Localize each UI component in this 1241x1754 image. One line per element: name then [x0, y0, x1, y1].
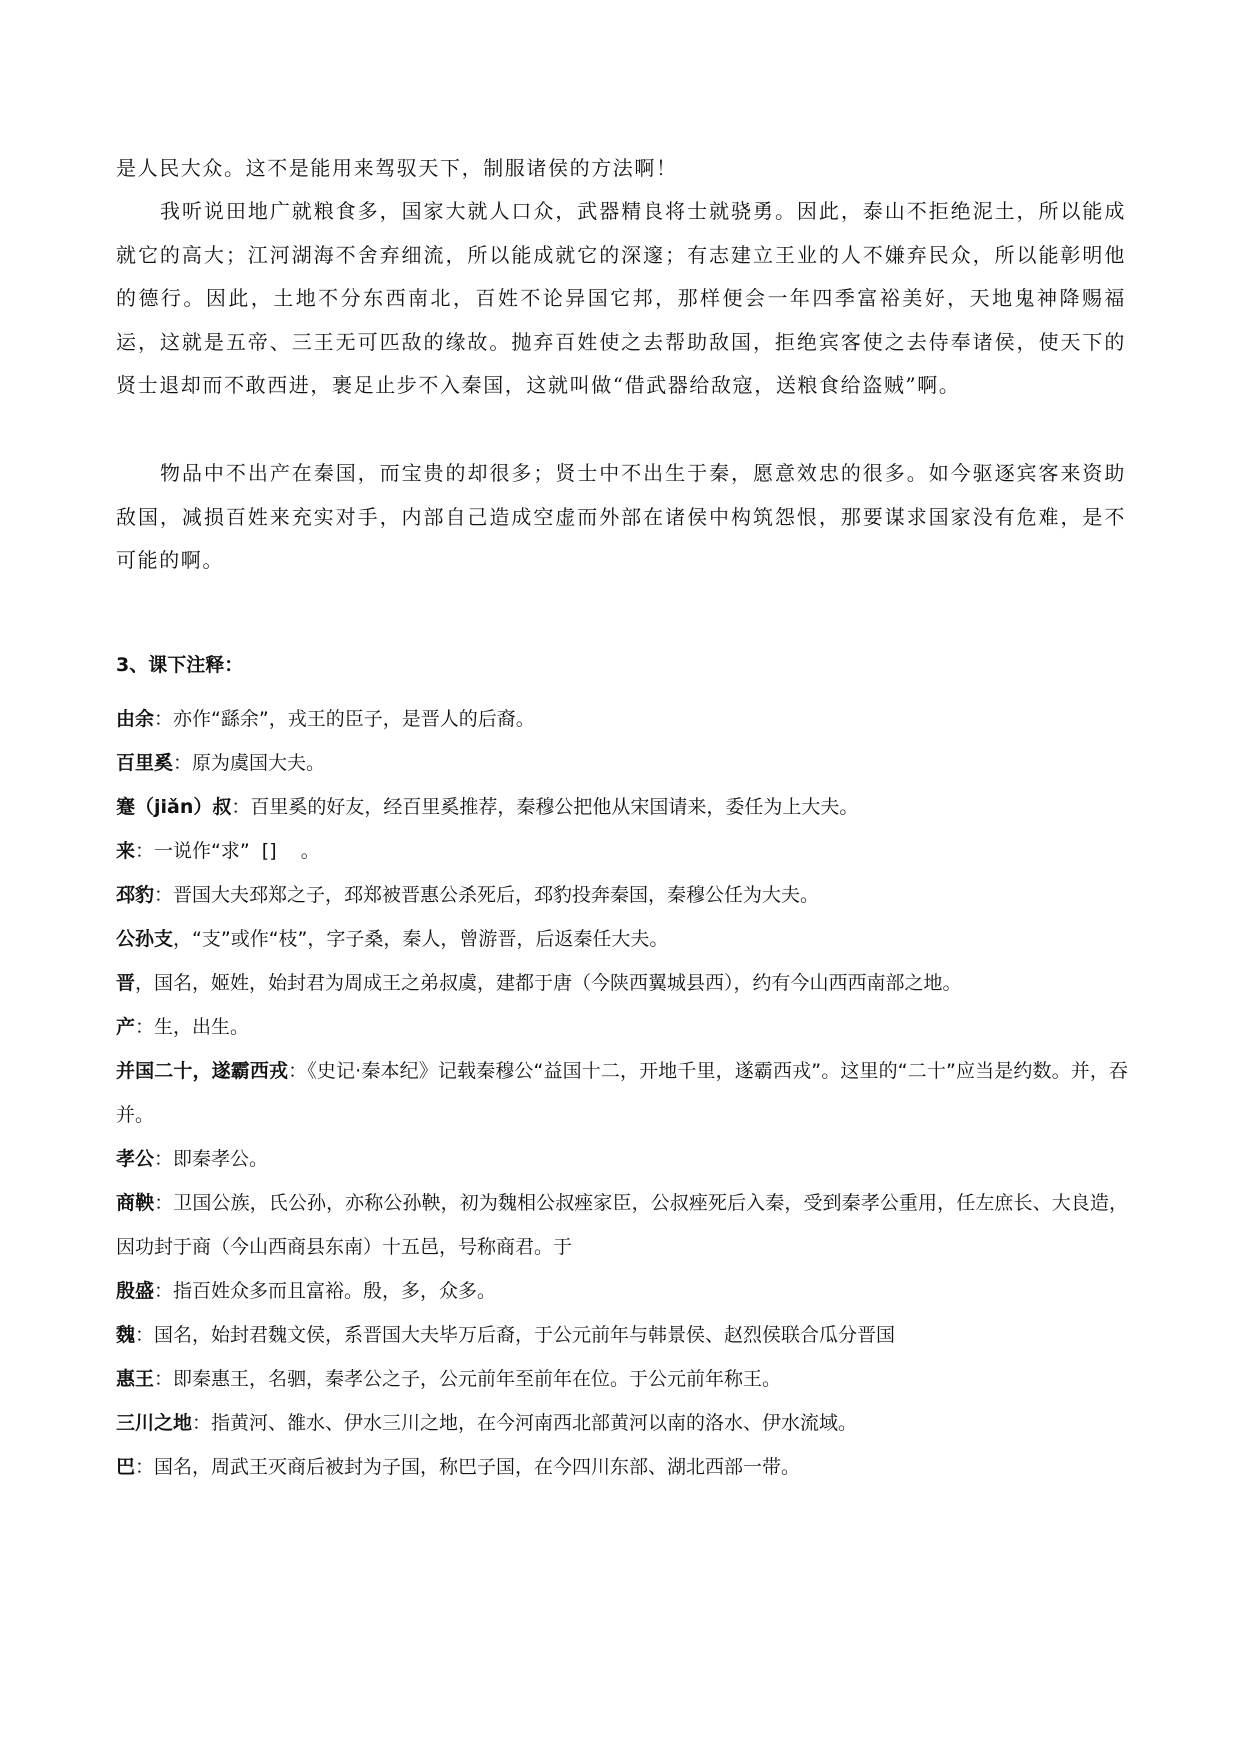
note-term: 巴: [116, 1456, 136, 1478]
note-item: [116, 697, 1128, 741]
note-item: [116, 1357, 1128, 1401]
note-item: [116, 1401, 1128, 1445]
note-item: [116, 785, 1128, 829]
note-term: 蹇（jiǎn）叔: [116, 796, 232, 818]
note-term: 惠王: [116, 1368, 155, 1390]
note-text: ：亦作“繇余”，戎王的臣子，是晋人的后裔。: [154, 708, 535, 730]
note-text: ：原为虞国大夫。: [173, 752, 326, 774]
translation-paragraph-1: 是人民大众。这不是能用来驾驭天下，制服诸侯的方法啊！: [116, 156, 678, 180]
note-item: [116, 961, 1128, 1005]
note-term: 商鞅: [116, 1192, 155, 1214]
note-item: [116, 917, 1128, 961]
note-term: 邳豹: [116, 884, 155, 906]
note-item: [116, 1445, 1128, 1489]
note-item: [116, 1005, 1128, 1049]
note-term: 三川之地: [116, 1412, 193, 1434]
note-item: [116, 741, 1128, 785]
note-term: 晋: [116, 972, 136, 994]
note-text: ：《史记·秦本纪》记载秦穆公“益国十二，开地千里，遂霸西戎”。这里的“二十”应当是约数。并，吞并。: [116, 1060, 1128, 1126]
note-text: ：百里奚的好友，经百里奚推荐，秦穆公把他从宋国请来，委任为上大夫。: [231, 796, 859, 818]
note-text: ：指百姓众多而且富裕。殷，多，众多。: [154, 1280, 497, 1302]
note-term: 魏: [116, 1324, 136, 1346]
note-item: [116, 829, 1128, 873]
note-item: [116, 1049, 1128, 1137]
translation-paragraph-2: 我听说田地广就粮食多，国家大就人口众，武器精良将士就骁勇。因此，泰山不拒绝泥土，所以能成就它的高大；江河湖海不舍弃细流，所以能成就它的深邃；有志建立王业的人不嫌弃民众，所以能彰明他的德行。因此，土地不分东西南北，百姓不论异国它邦，那样便会一年四季富裕美好，天地鬼神降赐福运，这就是五帝、三王无可匹敌的缘故。抛弃百姓使之去帮助敌国，拒绝宾客使之去侍奉诸侯，使天下的贤士退却而不敢西进，裹足止步不入秦国，这就叫做“借武器给敌寇，送粮食给盗贼”啊。: [116, 199, 1126, 397]
note-text: ：即秦惠王，名驷，秦孝公之子，公元前年至前年在位。于公元前年称王。: [154, 1368, 782, 1390]
note-text: ：国名，周武王灭商后被封为子国，称巴子国，在今四川东部、湖北西部一带。: [135, 1456, 801, 1478]
notes-heading: 3、课下注释：: [116, 654, 244, 676]
note-text: ：卫国公族，氏公孙，亦称公孙鞅，初为魏相公叔痤家臣，公叔痤死后入秦，受到秦孝公重用，任左庶长、大良造，因功封于商（今山西商县东南）十五邑，号称商君。于: [116, 1192, 1128, 1258]
note-term: 孝公: [116, 1148, 155, 1170]
note-term: 由余: [116, 708, 155, 730]
translation-paragraph-3: 物品中不出产在秦国，而宝贵的却很多；贤士中不出生于秦，愿意效忠的很多。如今驱逐宾客来资助敌国，减损百姓来充实对手，内部自己造成空虚而外部在诸侯中构筑怨恨，那要谋求国家没有危难，是不可能的啊。: [116, 461, 1126, 572]
note-term: 并国二十，遂霸西戎: [116, 1060, 289, 1082]
note-text: ，“支”或作“枝”，字子桑，秦人，曾游晋，后返秦任大夫。: [173, 928, 669, 950]
note-text: ：一说作“求” [] 。: [135, 840, 320, 862]
notes-list: [116, 697, 1128, 1489]
note-text: ：生，出生。: [135, 1016, 250, 1038]
note-text: ：指黄河、雒水、伊水三川之地，在今河南西北部黄河以南的洛水、伊水流域。: [192, 1412, 858, 1434]
note-item: [116, 1137, 1128, 1181]
note-text: ：即秦孝公。: [154, 1148, 269, 1170]
note-item: [116, 1181, 1128, 1269]
note-text: ：晋国大夫邳郑之子，邳郑被晋惠公杀死后，邳豹投奔秦国，秦穆公任为大夫。: [154, 884, 820, 906]
note-term: 殷盛: [116, 1280, 155, 1302]
note-text: ：国名，始封君魏文侯，系晋国大夫毕万后裔，于公元前年与韩景侯、赵烈侯联合瓜分晋国: [135, 1324, 896, 1346]
note-term: 公孙支: [116, 928, 174, 950]
note-term: 产: [116, 1016, 136, 1038]
note-item: [116, 1313, 1128, 1357]
note-item: [116, 873, 1128, 917]
note-term: 百里奚: [116, 752, 174, 774]
note-item: [116, 1269, 1128, 1313]
note-text: ，国名，姬姓，始封君为周成王之弟叔虞，建都于唐（今陕西翼城县西），约有今山西西南部之地。: [135, 972, 962, 994]
note-term: 来: [116, 840, 136, 862]
